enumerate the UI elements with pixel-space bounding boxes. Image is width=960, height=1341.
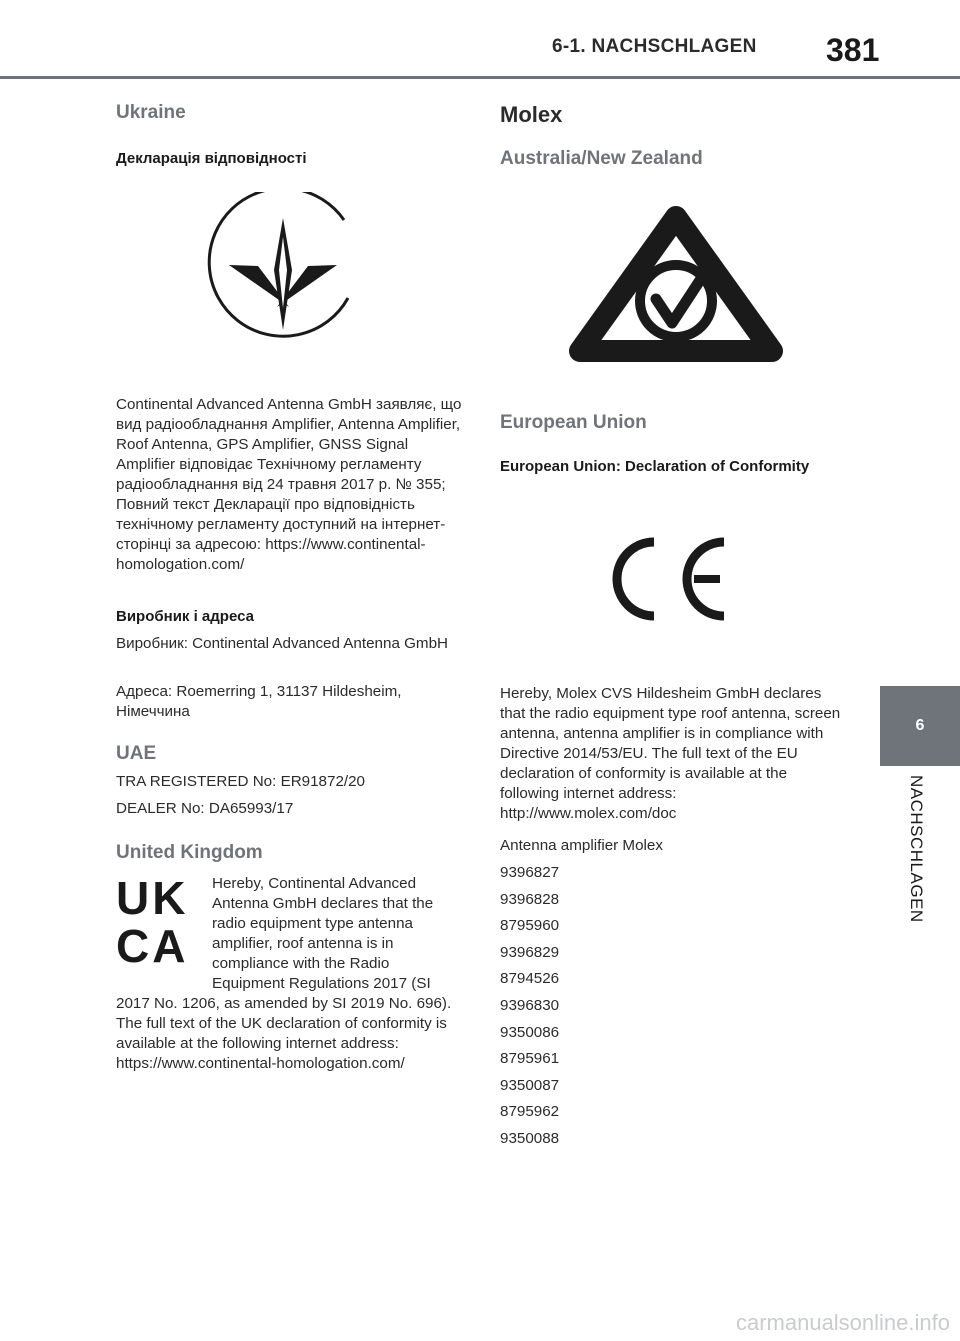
ce-mark-icon bbox=[612, 536, 738, 622]
maker-text: Виробник: Continental Advanced Antenna GmbH bbox=[116, 635, 448, 652]
page-number: 381 bbox=[826, 32, 880, 68]
part-number-item: 8795962 bbox=[500, 1103, 560, 1121]
part-list-title: Antenna amplifier Molex bbox=[500, 837, 663, 854]
part-number-item: 9396827 bbox=[500, 864, 560, 881]
au-nz-heading: Australia/New Zealand bbox=[500, 148, 703, 169]
part-number-list bbox=[500, 863, 850, 1156]
header-divider bbox=[0, 76, 960, 79]
part-number-item: 8795961 bbox=[500, 1050, 560, 1068]
section-title: 6-1. NACHSCHLAGEN bbox=[552, 36, 757, 57]
part-number-item: 9350088 bbox=[500, 1129, 560, 1147]
uae-dealer: DEALER No: DA65993/17 bbox=[116, 800, 294, 817]
maker-heading: Виробник і адреса bbox=[116, 608, 254, 625]
ukraine-heading: Ukraine bbox=[116, 102, 186, 123]
eu-paragraph: Hereby, Molex CVS Hildesheim GmbH declares that the radio equipment type roof antenna, screen antenna, antenna amplifier is in compliance with Directive 2014/53/EU. The full text of the EU declaration of conformity is available at the following internet address: http://www.molex.com/doc bbox=[500, 685, 841, 822]
watermark: carmanualsonline.info bbox=[735, 1310, 950, 1335]
ukraine-subheading: Декларація відповідності bbox=[116, 150, 307, 167]
part-number-item: 9396830 bbox=[500, 996, 560, 1014]
uae-heading: UAE bbox=[116, 743, 157, 764]
rcm-mark-icon bbox=[564, 201, 788, 367]
part-number-item: 9350086 bbox=[500, 1023, 560, 1041]
chapter-number: 6 bbox=[915, 717, 925, 734]
part-number-item: 9396828 bbox=[500, 890, 560, 908]
brand-heading: Molex bbox=[500, 102, 563, 127]
chapter-tab[interactable] bbox=[880, 686, 960, 766]
address-text: Адреса: Roemerring 1, 31137 Hildesheim, Німеччина bbox=[116, 683, 402, 720]
uk-heading: United Kingdom bbox=[116, 842, 263, 863]
uk-paragraph: Hereby, Continental Advanced Antenna GmbH declares that the radio equipment type antenna amplifier, roof antenna is in compliance with the Radio Equipment Regulations 2017 (SI 2017 No. 1206, as amended by SI 2019 No. 696). The full text of the UK declaration of conformity is available at the following internet address: https://www.continental-homologation.com/ bbox=[116, 875, 452, 1072]
part-number-item: 8795960 bbox=[500, 917, 560, 935]
ukraine-paragraph: Continental Advanced Antenna GmbH заявляє, що вид радіообладнання Amplifier, Antenna Amplifier, Roof Antenna, GPS Amplifier, GNSS Signal Amplifier відповідає Технічному регламенту радіообладнання від 24 травня 2017 р. № 355; Повний текст Декларації про відповідність технічному регламенту доступний на інтернет-сторінці за адресою: https://www.continental-homologation.com/ bbox=[116, 396, 462, 573]
ukca-mark-icon: UK CA bbox=[116, 872, 189, 972]
part-number-item: 9350087 bbox=[500, 1076, 560, 1094]
uae-registration: TRA REGISTERED No: ER91872/20 bbox=[116, 773, 366, 790]
eu-subheading: European Union: Declaration of Conformity bbox=[500, 458, 810, 475]
ukrainian-conformity-mark-icon bbox=[200, 192, 356, 340]
part-number-item: 9396829 bbox=[500, 943, 560, 961]
part-number-item: 8794526 bbox=[500, 970, 560, 988]
eu-heading: European Union bbox=[500, 412, 647, 433]
chapter-label: NACHSCHLAGEN bbox=[907, 775, 926, 923]
